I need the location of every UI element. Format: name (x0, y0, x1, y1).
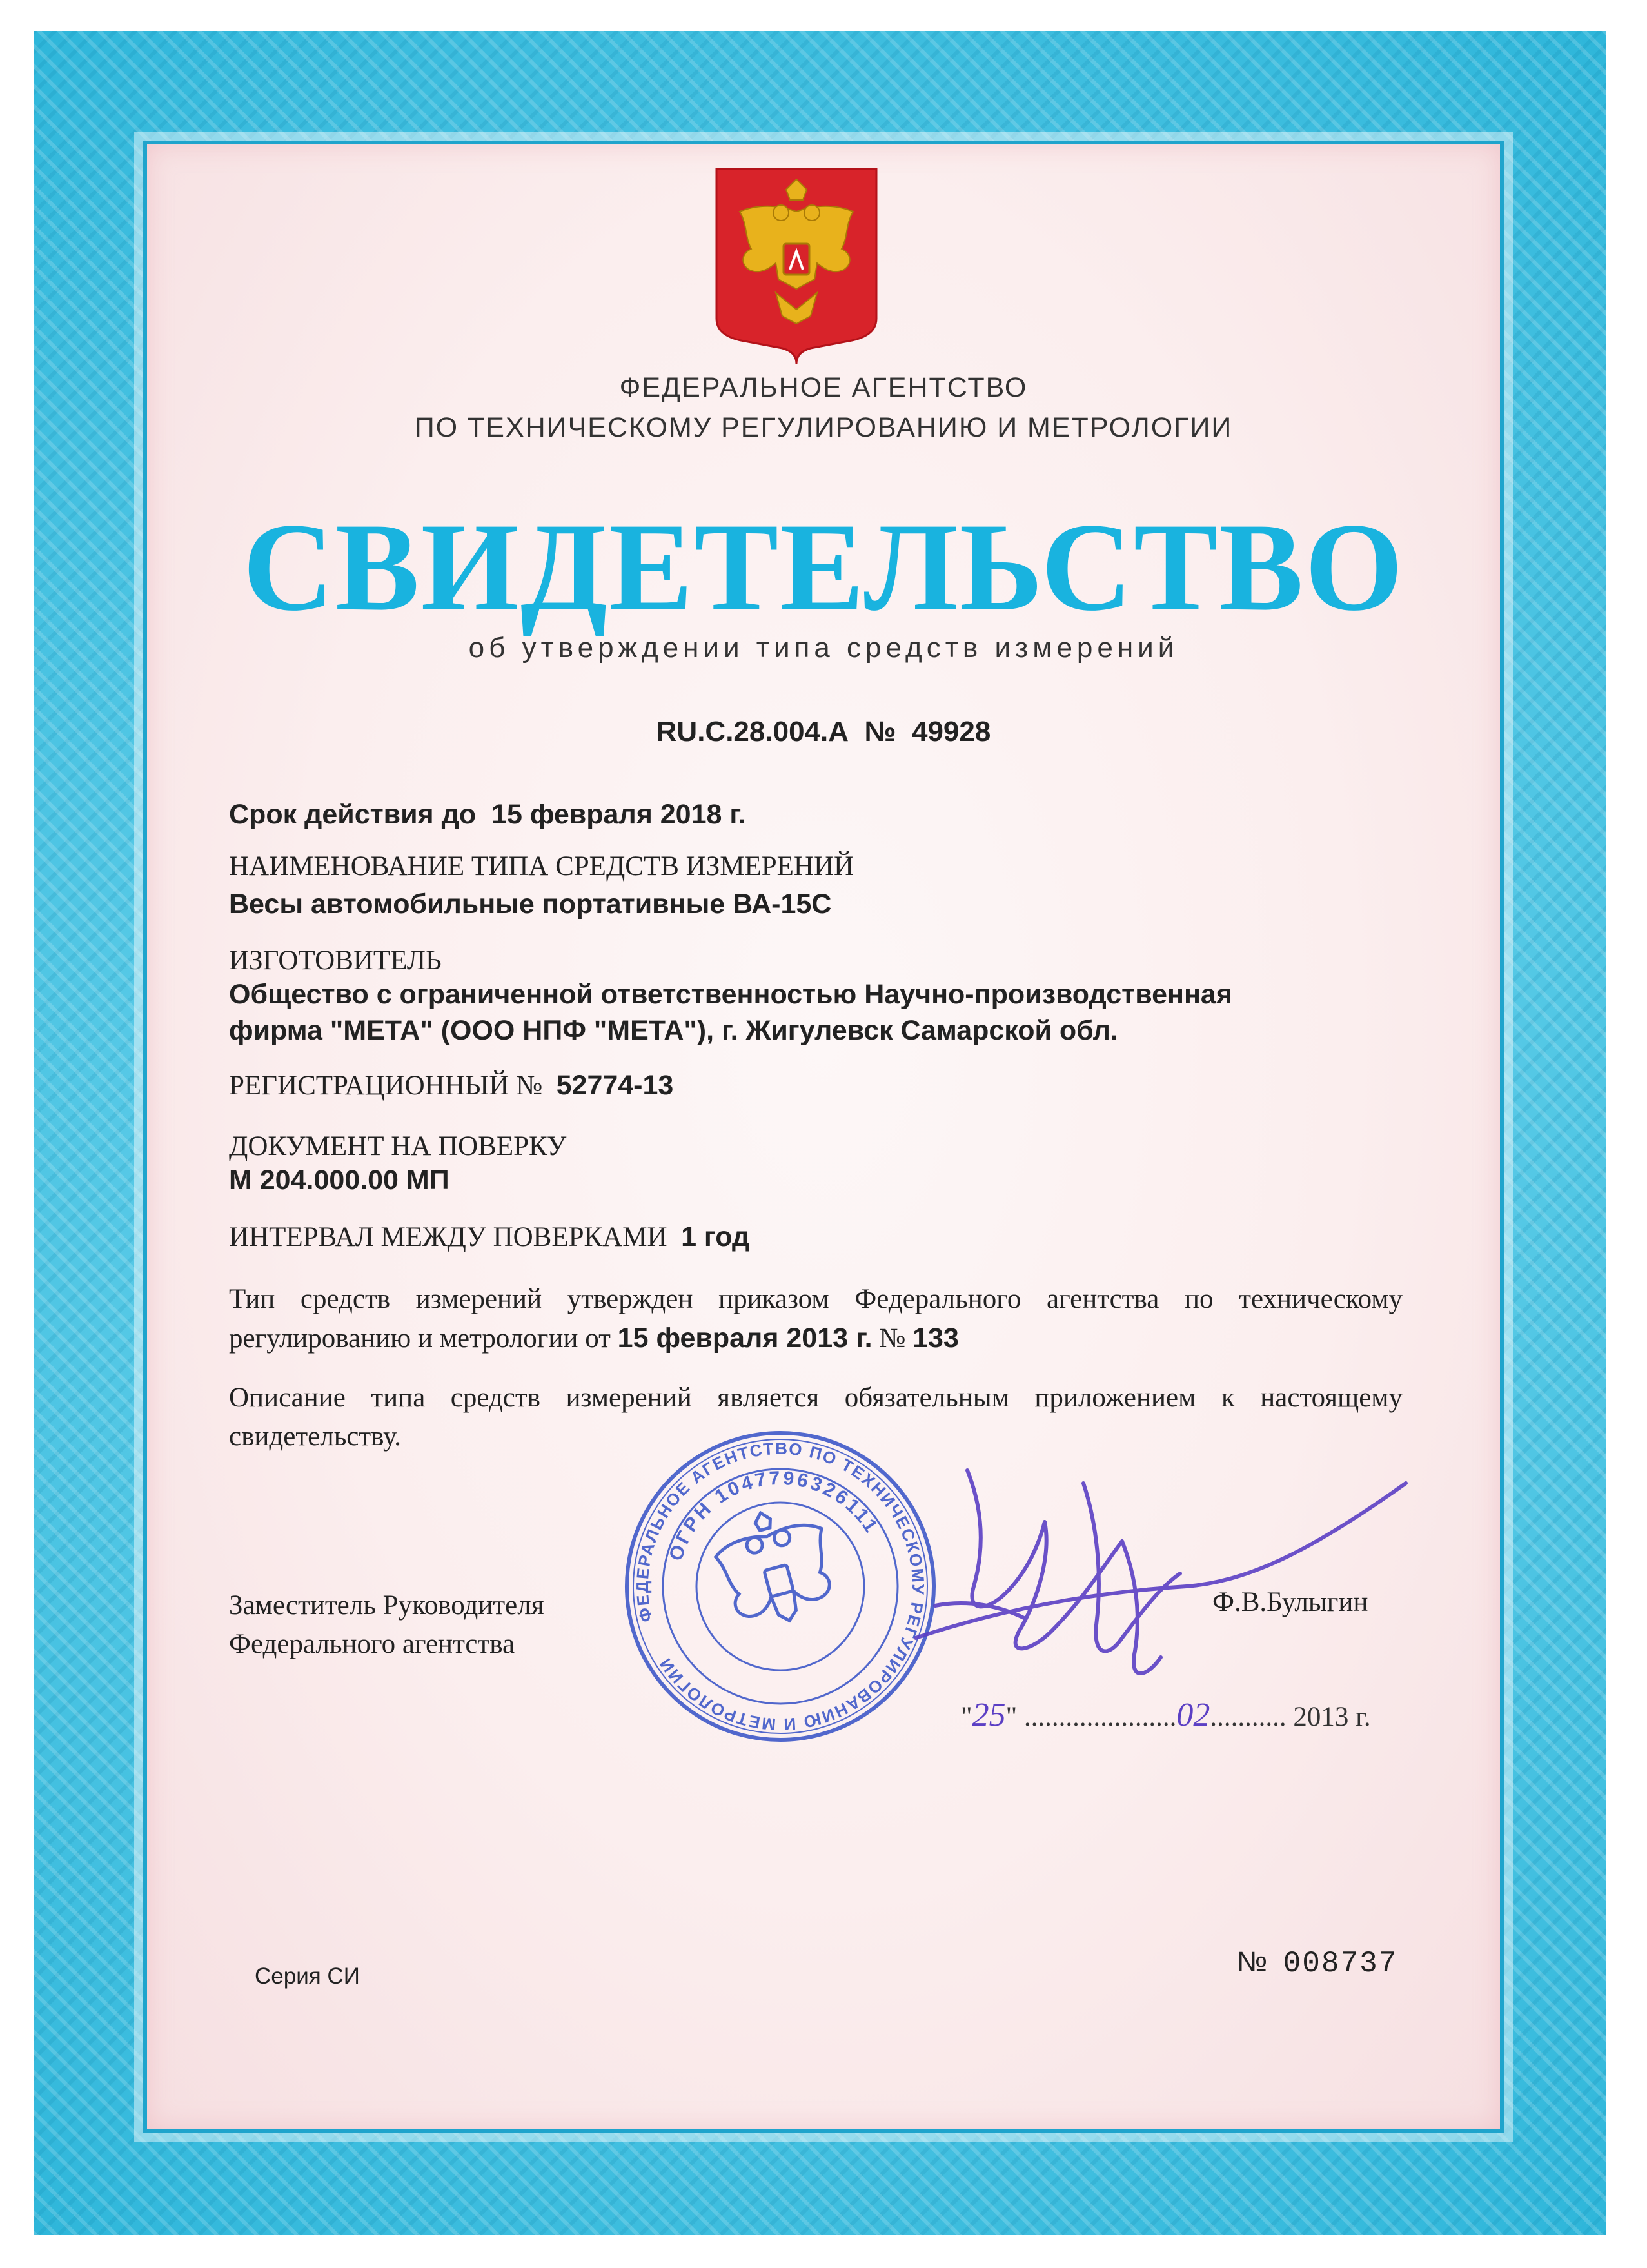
series-label: Серия СИ (255, 1964, 360, 1989)
stamp-inner-text: ОГРН 1047796326111 (665, 1467, 883, 1564)
certificate-number-sign: № (864, 716, 896, 747)
signatory-title-line-1: Заместитель Руководителя (229, 1590, 544, 1621)
manufacturer-value (229, 976, 1403, 1049)
certificate-number-code: RU.C.28.004.A (656, 716, 849, 747)
verification-interval-value: 1 год (681, 1221, 750, 1252)
validity-row (229, 796, 1403, 833)
serial-number (1237, 1946, 1397, 1980)
agency-line-1: ФЕДЕРАЛЬНОЕ АГЕНТСТВО (619, 372, 1028, 403)
certificate-subtitle: об утверждении типа средств измерений (468, 632, 1179, 664)
manufacturer-label: ИЗГОТОВИТЕЛЬ (229, 945, 442, 976)
registration-label: РЕГИСТРАЦИОННЫЙ № (229, 1070, 543, 1101)
signatory-title (229, 1586, 544, 1664)
stamp-eagle-icon (707, 1499, 842, 1635)
approval-order-sign: № (879, 1323, 906, 1354)
certificate-number (193, 716, 1454, 748)
verification-interval-label: ИНТЕРВАЛ МЕЖДУ ПОВЕРКАМИ (229, 1222, 667, 1252)
certificate-number-value: 49928 (911, 716, 991, 747)
approval-order-date: 15 февраля 2013 г. (617, 1323, 873, 1354)
instrument-type-value: Весы автомобильные портативные ВА-15С (229, 889, 832, 920)
signatory-title-line-2: Федерального агентства (229, 1629, 515, 1659)
serial-number-sign: № (1237, 1946, 1268, 1978)
certificate-title: СВИДЕТЕЛЬСТВО (242, 497, 1405, 637)
verification-document-label: ДОКУМЕНТ НА ПОВЕРКУ (229, 1131, 567, 1161)
signature-date: "25" ......................02........... 2013 г. (961, 1697, 1371, 1733)
agency-name (193, 368, 1454, 448)
russian-coat-of-arms-icon (714, 166, 879, 366)
verification-document-value: М 204.000.00 МП (229, 1165, 449, 1196)
signature-date-day: 25 (972, 1697, 1006, 1733)
manufacturer-line-1: Общество с ограниченной ответственностью Научно-производственная (229, 979, 1232, 1010)
registration-row (229, 1067, 1403, 1104)
signature-date-year: 2013 г. (1293, 1702, 1371, 1732)
validity-date: 15 февраля 2018 г. (491, 799, 746, 830)
registration-value: 52774-13 (556, 1070, 674, 1101)
stamp-outer-text: ФЕДЕРАЛЬНОЕ АГЕНТСТВО ПО ТЕХНИЧЕСКОМУ РЕГУЛИРОВАНИЮ И МЕТРОЛОГИИ (632, 1438, 929, 1735)
verification-interval-row (229, 1219, 1403, 1256)
signature-date-month: 02 (1176, 1697, 1210, 1733)
validity-label: Срок действия до (229, 799, 477, 830)
signatory-name: Ф.В.Булыгин (1212, 1587, 1368, 1617)
approval-order-number: 133 (912, 1323, 959, 1354)
approval-statement (229, 1280, 1403, 1358)
agency-line-2: ПО ТЕХНИЧЕСКОМУ РЕГУЛИРОВАНИЮ И МЕТРОЛОГИИ (414, 412, 1233, 443)
instrument-type-label: НАИМЕНОВАНИЕ ТИПА СРЕДСТВ ИЗМЕРЕНИЙ (229, 851, 854, 882)
manufacturer-line-2: фирма "МЕТА" (ООО НПФ "МЕТА"), г. Жигулевск Самарской обл. (229, 1015, 1118, 1046)
approval-text: Тип средств измерений утвержден приказом Федерального агентства по техническому регулированию и метрологии от (229, 1284, 1403, 1354)
serial-number-value: 008737 (1283, 1947, 1398, 1980)
annex-note: Описание типа средств измерений является обязательным приложением к настоящему свидетельству. (229, 1383, 1403, 1452)
